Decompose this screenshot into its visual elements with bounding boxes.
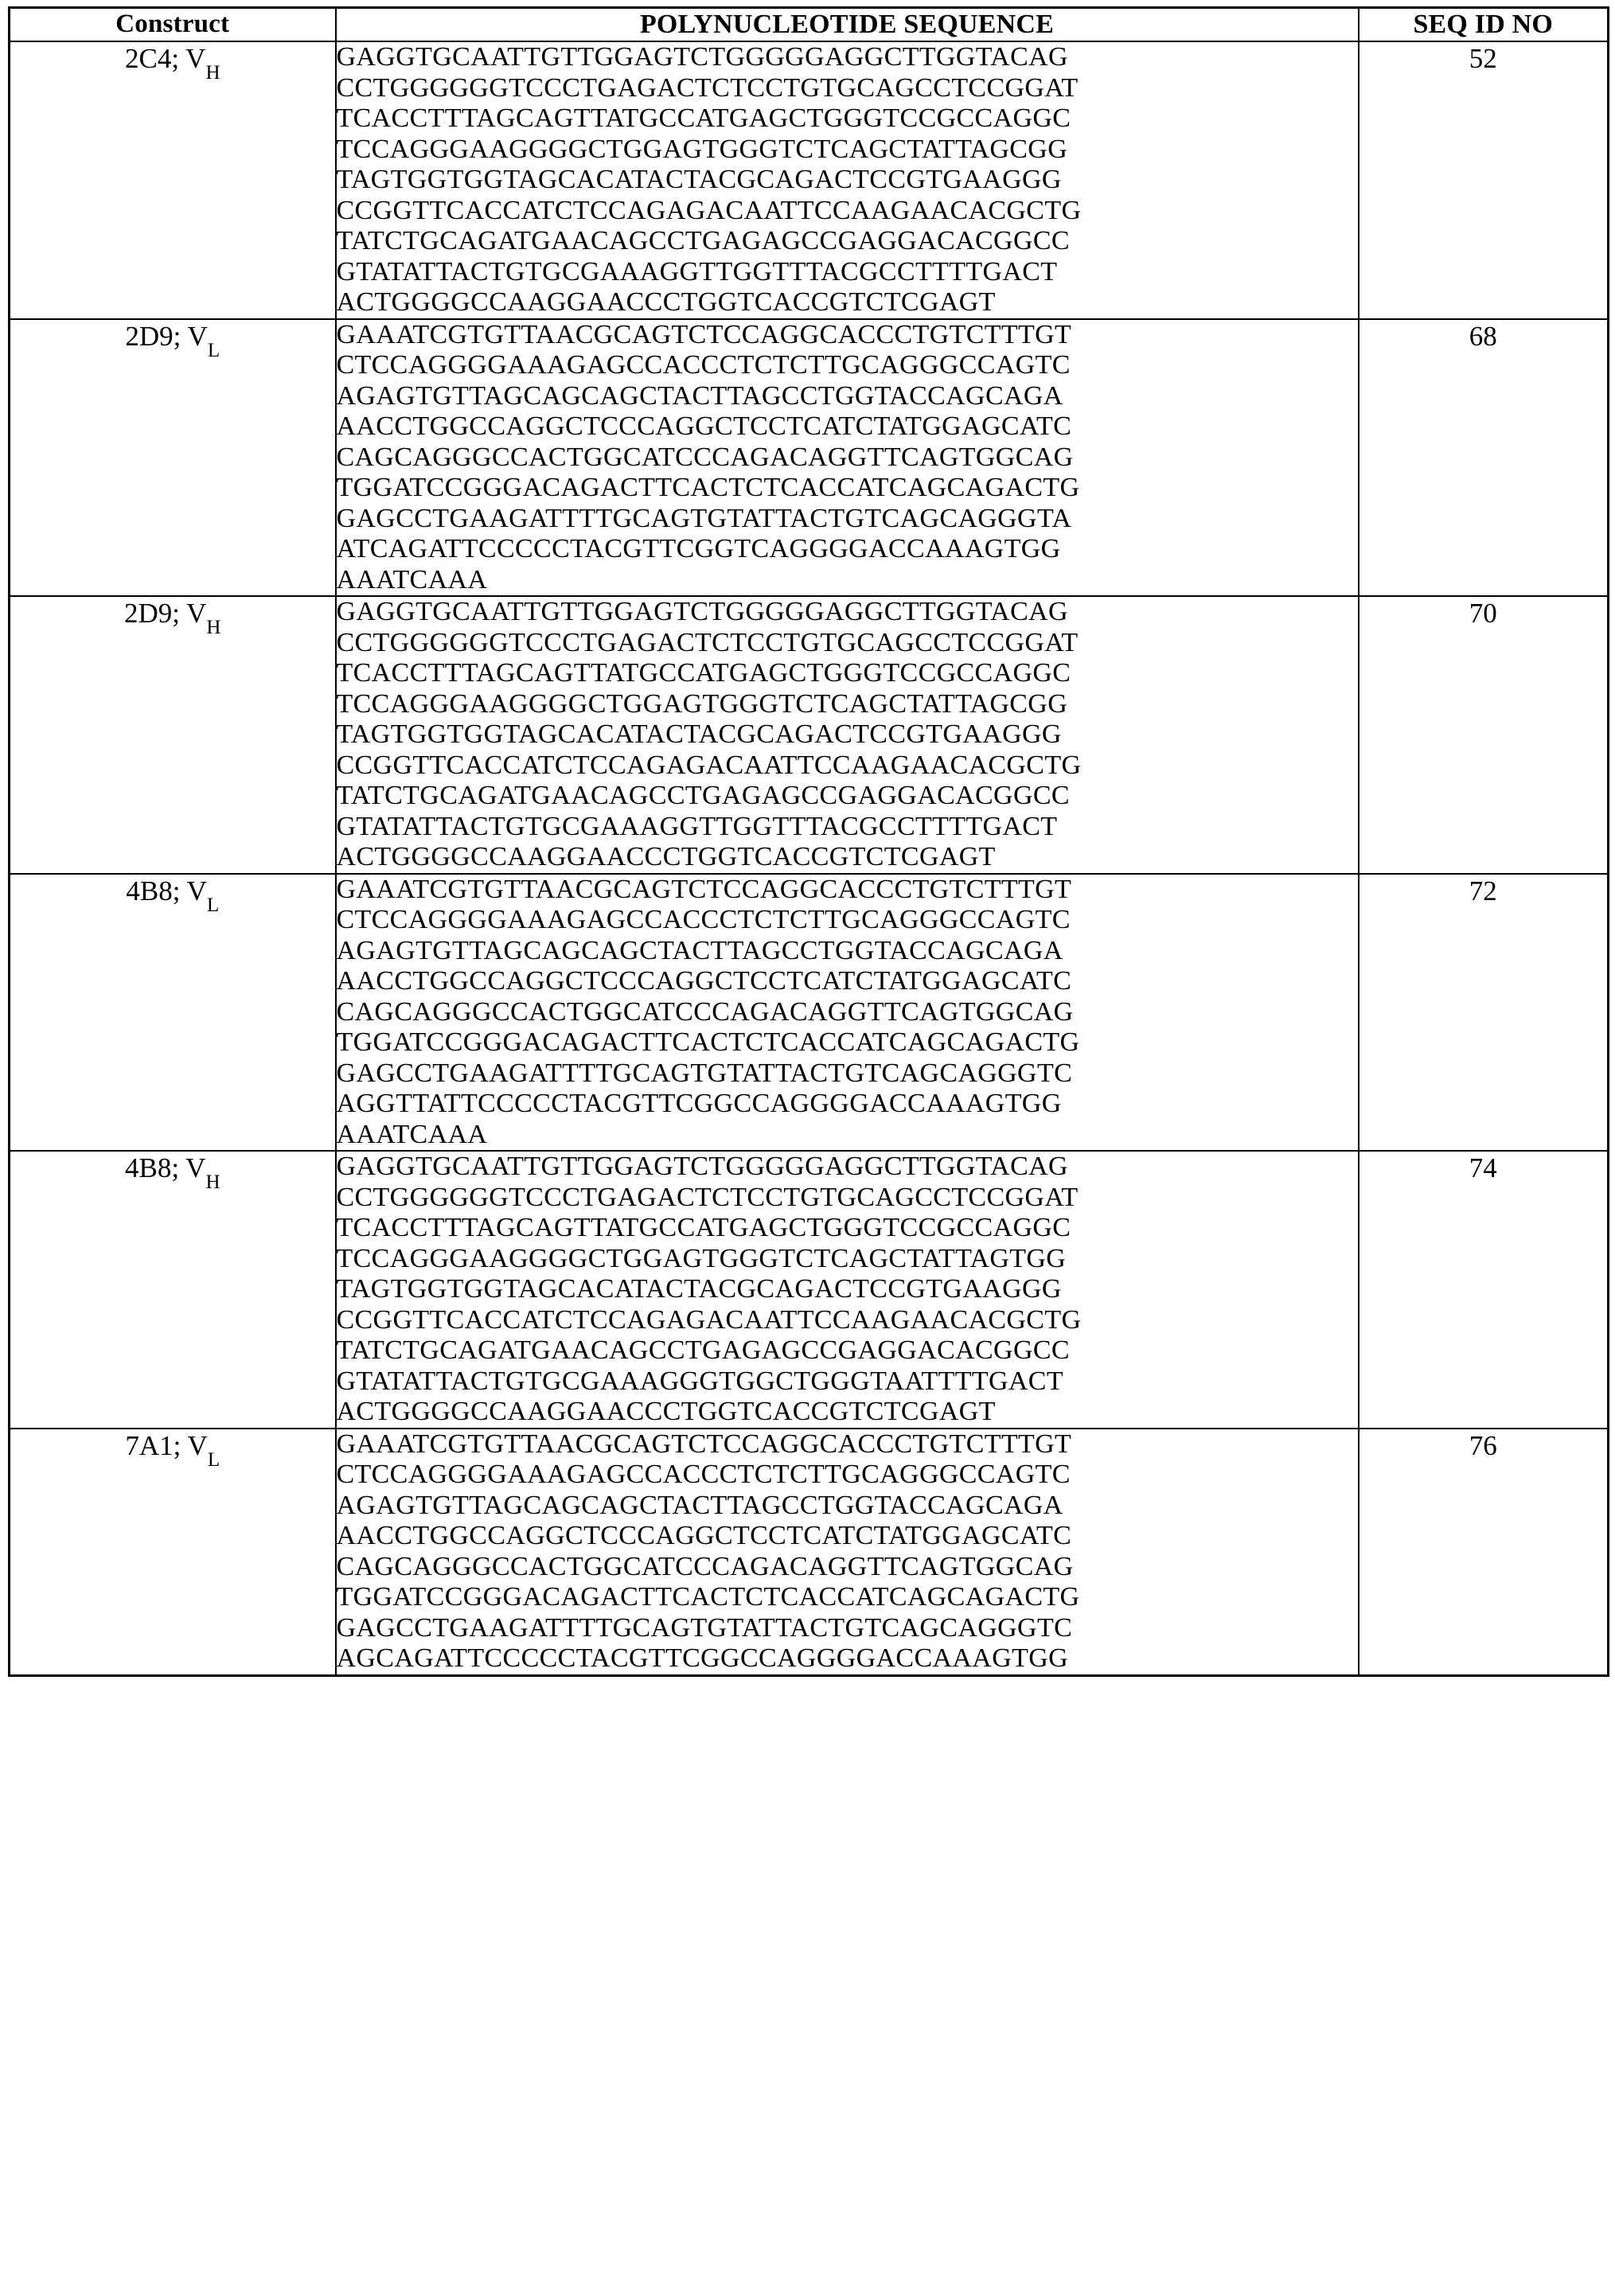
sequence-line: TCCAGGGAAGGGGCTGGAGTGGGTCTCAGCTATTAGCGG [336,134,1068,164]
sequence-line: TCACCTTTAGCAGTTATGCCATGAGCTGGGTCCGCCAGGC [336,658,1071,688]
sequence-line: GAGCCTGAAGATTTTGCAGTGTATTACTGTCAGCAGGGTC [336,1612,1073,1643]
construct-label: 4B8; [124,1152,180,1184]
construct-cell [10,874,336,1152]
construct-label: 4B8; [126,875,181,906]
column-header-construct: Construct [10,8,336,42]
chain-subscript: H [205,62,220,84]
sequence-cell [336,319,1359,597]
sequence-line: AAATCAAA [336,564,488,594]
sequence-line: CCGGTTCACCATCTCCAGAGACAATTCCAAGAACACGCTG [336,195,1082,225]
table-row [10,596,1609,874]
sequence-line: CTCCAGGGGAAAGAGCCACCCTCTCTTGCAGGGCCAGTC [336,1460,1071,1490]
sequence-line: ACTGGGGCCAAGGAACCCTGGTCACCGTCTCGAGT [336,287,996,318]
sequence-line: TGGATCCGGGACAGACTTCACTCTCACCATCAGCAGACTG [336,1582,1080,1612]
sequence-line: TAGTGGTGGTAGCACATACTACGCAGACTCCGTGAAGGG [336,165,1062,195]
seq-id-cell: 76 [1359,1429,1609,1676]
sequence-cell [336,1429,1359,1676]
sequence-line: CCGGTTCACCATCTCCAGAGACAATTCCAAGAACACGCTG [336,750,1082,780]
chain-label: V [187,320,208,352]
sequence-line: CAGCAGGGCCACTGGCATCCCAGACAGGTTCAGTGGCAG [336,442,1074,472]
construct-label: 2D9; [125,320,181,352]
construct-cell [10,319,336,597]
construct-cell [10,1151,336,1429]
sequence-line: CAGCAGGGCCACTGGCATCCCAGACAGGTTCAGTGGCAG [336,1551,1074,1581]
sequence-line: TAGTGGTGGTAGCACATACTACGCAGACTCCGTGAAGGG [336,719,1062,750]
seq-id-cell: 70 [1359,596,1609,874]
sequence-line: TCCAGGGAAGGGGCTGGAGTGGGTCTCAGCTATTAGCGG [336,688,1068,719]
chain-subscript: L [206,894,220,916]
column-header-seq-id-no: SEQ ID NO [1359,8,1609,42]
chain-subscript: L [207,1448,220,1471]
seq-id-cell: 52 [1359,41,1609,319]
sequence-line: ACTGGGGCCAAGGAACCCTGGTCACCGTCTCGAGT [336,1397,996,1427]
sequence-line: ATCAGATTCCCCCTACGTTCGGTCAGGGGACCAAAGTGG [336,534,1061,564]
sequence-line: TATCTGCAGATGAACAGCCTGAGAGCCGAGGACACGGCC [336,226,1070,256]
sequence-line: TATCTGCAGATGAACAGCCTGAGAGCCGAGGACACGGCC [336,1335,1070,1366]
sequence-line: GAAATCGTGTTAACGCAGTCTCCAGGCACCCTGTCTTTGT [336,319,1072,349]
table-row [10,874,1609,1152]
sequence-line: AACCTGGCCAGGCTCCCAGGCTCCTCATCTATGGAGCATC [336,966,1072,996]
chain-label: V [186,598,207,630]
sequence-line: CCTGGGGGGTCCCTGAGACTCTCCTGTGCAGCCTCCGGAT [336,1182,1079,1212]
chain-label: V [186,875,207,906]
sequence-line: TCACCTTTAGCAGTTATGCCATGAGCTGGGTCCGCCAGGC [336,103,1071,134]
sequence-line: AGCAGATTCCCCCTACGTTCGGCCAGGGGACCAAAGTGG [336,1643,1069,1674]
sequence-line: AAATCAAA [336,1119,488,1149]
sequence-cell [336,41,1359,319]
sequence-line: CCGGTTCACCATCTCCAGAGACAATTCCAAGAACACGCTG [336,1304,1082,1335]
chain-label: V [185,1152,206,1184]
sequence-line: AGAGTGTTAGCAGCAGCTACTTAGCCTGGTACCAGCAGA [336,935,1063,965]
sequence-line: TGGATCCGGGACAGACTTCACTCTCACCATCAGCAGACTG [336,1027,1080,1058]
sequence-line: CTCCAGGGGAAAGAGCCACCCTCTCTTGCAGGGCCAGTC [336,350,1071,380]
column-header-polynucleotide-sequence: POLYNUCLEOTIDE SEQUENCE [336,8,1359,42]
sequence-line: GTATATTACTGTGCGAAAGGTTGGTTTACGCCTTTTGACT [336,811,1058,841]
table-body [10,41,1609,1675]
seq-id-cell: 74 [1359,1151,1609,1429]
table-row [10,41,1609,319]
sequence-line: AGAGTGTTAGCAGCAGCTACTTAGCCTGGTACCAGCAGA [336,380,1063,411]
sequence-line: AACCTGGCCAGGCTCCCAGGCTCCTCATCTATGGAGCATC [336,411,1072,442]
chain-label: V [187,1429,208,1461]
sequence-line: GAGCCTGAAGATTTTGCAGTGTATTACTGTCAGCAGGGTC [336,1058,1073,1088]
seq-id-cell: 68 [1359,319,1609,597]
sequence-line: GAGGTGCAATTGTTGGAGTCTGGGGGAGGCTTGGTACAG [336,1152,1068,1182]
sequence-cell [336,1151,1359,1429]
sequence-line: TATCTGCAGATGAACAGCCTGAGAGCCGAGGACACGGCC [336,781,1070,811]
sequence-line: GTATATTACTGTGCGAAAGGTTGGTTTACGCCTTTTGACT [336,256,1058,287]
sequence-line: CCTGGGGGGTCCCTGAGACTCTCCTGTGCAGCCTCCGGAT [336,72,1079,103]
construct-cell [10,596,336,874]
sequence-line: TCACCTTTAGCAGTTATGCCATGAGCTGGGTCCGCCAGGC [336,1213,1071,1243]
sequence-line: TCCAGGGAAGGGGCTGGAGTGGGTCTCAGCTATTAGTGG [336,1243,1067,1273]
sequence-line: GTATATTACTGTGCGAAAGGGTGGCTGGGTAATTTTGACT [336,1366,1063,1396]
construct-label: 2C4; [124,43,180,75]
chain-subscript: L [207,339,220,361]
construct-label: 7A1; [125,1429,181,1461]
sequence-line: CCTGGGGGGTCCCTGAGACTCTCCTGTGCAGCCTCCGGAT [336,627,1079,657]
sequence-line: AGGTTATTCCCCCTACGTTCGGCCAGGGGACCAAAGTGG [336,1089,1062,1119]
table-row [10,1429,1609,1676]
sequence-line: AACCTGGCCAGGCTCCCAGGCTCCTCATCTATGGAGCATC [336,1521,1072,1551]
polynucleotide-sequence-table [8,6,1609,1677]
sequence-line: CAGCAGGGCCACTGGCATCCCAGACAGGTTCAGTGGCAG [336,996,1074,1027]
chain-label: V [185,43,206,75]
sequence-line: TGGATCCGGGACAGACTTCACTCTCACCATCAGCAGACTG [336,473,1080,503]
table-row [10,319,1609,597]
table-header [10,8,1609,42]
construct-cell [10,1429,336,1676]
construct-cell [10,41,336,319]
sequence-line: CTCCAGGGGAAAGAGCCACCCTCTCTTGCAGGGCCAGTC [336,905,1071,935]
sequence-cell [336,596,1359,874]
sequence-line: GAAATCGTGTTAACGCAGTCTCCAGGCACCCTGTCTTTGT [336,1429,1072,1459]
chain-subscript: H [205,1171,220,1194]
table-row [10,1151,1609,1429]
sequence-cell [336,874,1359,1152]
chain-subscript: H [206,617,221,639]
sequence-line: GAGGTGCAATTGTTGGAGTCTGGGGGAGGCTTGGTACAG [336,42,1068,72]
seq-id-cell: 72 [1359,874,1609,1152]
sequence-line: TAGTGGTGGTAGCACATACTACGCAGACTCCGTGAAGGG [336,1274,1062,1304]
sequence-line: GAGGTGCAATTGTTGGAGTCTGGGGGAGGCTTGGTACAG [336,597,1068,627]
sequence-line: AGAGTGTTAGCAGCAGCTACTTAGCCTGGTACCAGCAGA [336,1490,1063,1520]
table-header-row [10,8,1609,42]
construct-label: 2D9; [124,598,181,630]
sequence-line: GAGCCTGAAGATTTTGCAGTGTATTACTGTCAGCAGGGTA [336,503,1072,533]
sequence-line: ACTGGGGCCAAGGAACCCTGGTCACCGTCTCGAGT [336,842,996,872]
sequence-line: GAAATCGTGTTAACGCAGTCTCCAGGCACCCTGTCTTTGT [336,874,1072,904]
